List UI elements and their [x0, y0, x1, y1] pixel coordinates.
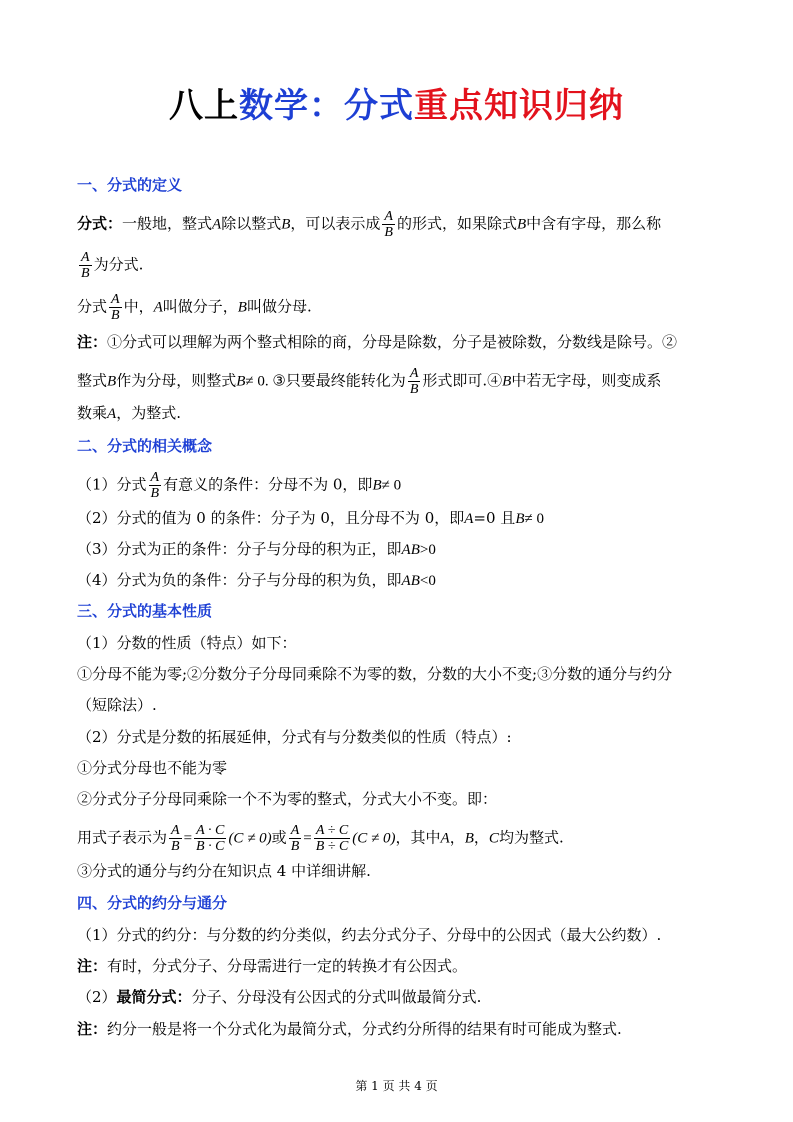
section-2-heading: 二、分式的相关概念 [77, 437, 213, 455]
concept-4 [77, 569, 727, 592]
note-text: 作为分母，则整式 [116, 371, 237, 390]
var-c: C [488, 830, 499, 847]
property-line-2: ①分母不能为零;②分数分子分母同乘除不为零的数，分数的大小不变;③分数的通分与约分 [77, 665, 673, 683]
concept-text: ≠ 0 [524, 511, 544, 527]
parts-text: 中， [123, 297, 154, 316]
page-title [0, 84, 793, 128]
var-ab: AB [401, 542, 420, 558]
concept-2 [77, 507, 727, 530]
var-ab: AB [401, 573, 420, 589]
equals-sign: = [303, 830, 312, 847]
var-a: A [212, 216, 222, 233]
simplest-fraction-line [77, 986, 727, 1008]
note-text: ，为整式. [116, 404, 181, 422]
note-line-3 [77, 402, 727, 425]
var-a: A [107, 406, 117, 422]
concept-text: ≠ 0 [381, 477, 402, 494]
property-formula-line [77, 823, 727, 854]
formula-text: ， [449, 828, 465, 847]
definition-text: 中含有字母，那么称 [526, 214, 662, 233]
var-b: B [372, 477, 382, 494]
concept-text: （2）分式的值为 0 的条件：分子为 0，且分母不为 0，即 [77, 509, 465, 527]
var-b: B [502, 373, 512, 390]
definition-text: 一般地，整式 [122, 214, 213, 233]
var-b: B [236, 373, 246, 390]
formula-text: 或 [271, 828, 287, 847]
formula-text: ，其中 [395, 828, 441, 847]
simplest-fraction-term: 最简分式： [116, 988, 192, 1006]
var-b: B [464, 830, 474, 847]
var-b: B [281, 216, 291, 233]
title-part-1: 八上 [169, 86, 239, 126]
property-line-6: ②分式分子分母同乘除一个不为零的整式，分式大小不变。即： [77, 790, 498, 808]
fraction-a-over-b: $\frac{A}{B}$ [409, 366, 419, 397]
formula-text: ， [473, 828, 489, 847]
title-part-3: 重点知识归纳 [414, 86, 624, 126]
note-text: ①分式可以理解为两个整式相除的商，分母是除数，分子是被除数，分数线是除号。② [107, 333, 678, 351]
definition-text: 的形式，如果除式 [396, 214, 517, 233]
item-number: （2） [77, 988, 117, 1006]
parts-line [77, 292, 727, 323]
parts-text: 叫做分母. [246, 297, 312, 316]
fraction-ac-over-bc: $\frac{A \cdot C}{B \cdot C}$ [196, 823, 225, 854]
fraction-a-over-b: $\frac{A}{B}$ [290, 823, 300, 854]
property-line-1: （1）分数的性质（特点）如下： [77, 634, 297, 652]
formula-text: 用式子表示为 [77, 828, 168, 847]
note-text: 形式即可.④ [422, 371, 503, 390]
property-line-8: ③分式的通分与约分在知识点 4 中详细讲解. [77, 862, 371, 880]
equals-sign: = [183, 830, 193, 847]
note-text: 中若无字母，则变成系 [511, 371, 662, 390]
fraction-a-div-c-over-b-div-c: $\frac{A \div C}{B \div C}$ [315, 823, 349, 854]
note-text: 约分一般是将一个分式化为最简分式，分式约分所得的结果有时可能成为整式. [107, 1020, 622, 1038]
note-label: 注： [77, 957, 108, 975]
concept-1 [77, 470, 727, 501]
property-line-4: （2）分式是分数的拓展延伸，分式有与分数类似的性质（特点）: [77, 728, 512, 746]
condition-c-nonzero: (C ≠ 0) [228, 830, 272, 847]
parts-text: 分式 [77, 297, 108, 316]
reduction-note-2 [77, 1018, 727, 1040]
title-part-2: 数学：分式 [239, 86, 414, 126]
concept-text: >0 [419, 542, 436, 558]
property-line-5: ①分式分母也不能为零 [77, 759, 228, 777]
section-3-heading: 三、分式的基本性质 [77, 602, 213, 620]
condition-c-nonzero: (C ≠ 0) [352, 830, 396, 847]
definition-label: 分式： [77, 214, 123, 233]
reduction-line-1: （1）分式的约分：与分数的约分类似，约去分式分子、分母中的公因式（最大公约数）. [77, 926, 662, 944]
note-line-1 [77, 331, 727, 353]
var-b: B [107, 373, 117, 390]
var-b: B [516, 216, 527, 233]
definition-line-2 [77, 250, 727, 281]
var-a: A [440, 830, 450, 847]
note-text: 有时，分式分子、分母需进行一定的转换才有公因式。 [107, 957, 468, 975]
reduction-note-1 [77, 955, 727, 977]
fraction-a-over-b: $\frac{A}{B}$ [171, 823, 180, 854]
concept-text: <0 [419, 573, 436, 589]
section-4-heading: 四、分式的约分与通分 [77, 894, 228, 912]
fraction-a-over-b: $\frac{A}{B}$ [384, 209, 393, 240]
concept-text: （1）分式 [77, 475, 147, 494]
concept-text: 有意义的条件：分母不为 0，即 [163, 475, 373, 494]
note-label: 注： [77, 333, 108, 351]
concept-text: （3）分式为正的条件：分子与分母的积为正，即 [77, 540, 402, 558]
parts-text: 叫做分子， [162, 297, 238, 316]
note-line-2 [77, 366, 727, 397]
section-1-heading: 一、分式的定义 [77, 176, 183, 194]
concept-text: =0 且 [473, 509, 516, 527]
concept-3 [77, 538, 727, 561]
property-line-3: （短除法）. [77, 696, 157, 714]
note-text: 整式 [77, 371, 108, 390]
fraction-a-over-b: $\frac{A}{B}$ [111, 292, 120, 323]
definition-text: 为分式. [93, 255, 144, 274]
definition-line-1 [77, 209, 727, 240]
var-a: A [153, 299, 163, 316]
note-label: 注： [77, 1020, 108, 1038]
fraction-a-over-b: $\frac{A}{B}$ [150, 470, 160, 501]
note-text: ≠ 0. ③只要最终能转化为 [245, 373, 406, 390]
definition-text: ，可以表示成 [290, 214, 381, 233]
concept-text: （4）分式为负的条件：分子与分母的积为负，即 [77, 571, 402, 589]
definition-text: 除以整式 [221, 214, 282, 233]
var-a: A [464, 511, 474, 527]
simplest-fraction-text: 分子、分母没有公因式的分式叫做最简分式. [191, 988, 482, 1006]
var-b: B [237, 299, 247, 316]
note-text: 数乘 [77, 404, 108, 422]
formula-text: 均为整式. [498, 828, 564, 847]
page-footer: 第 1 页 共 4 页 [355, 1079, 438, 1093]
var-b: B [515, 511, 525, 527]
fraction-a-over-b: $\frac{A}{B}$ [81, 250, 90, 281]
